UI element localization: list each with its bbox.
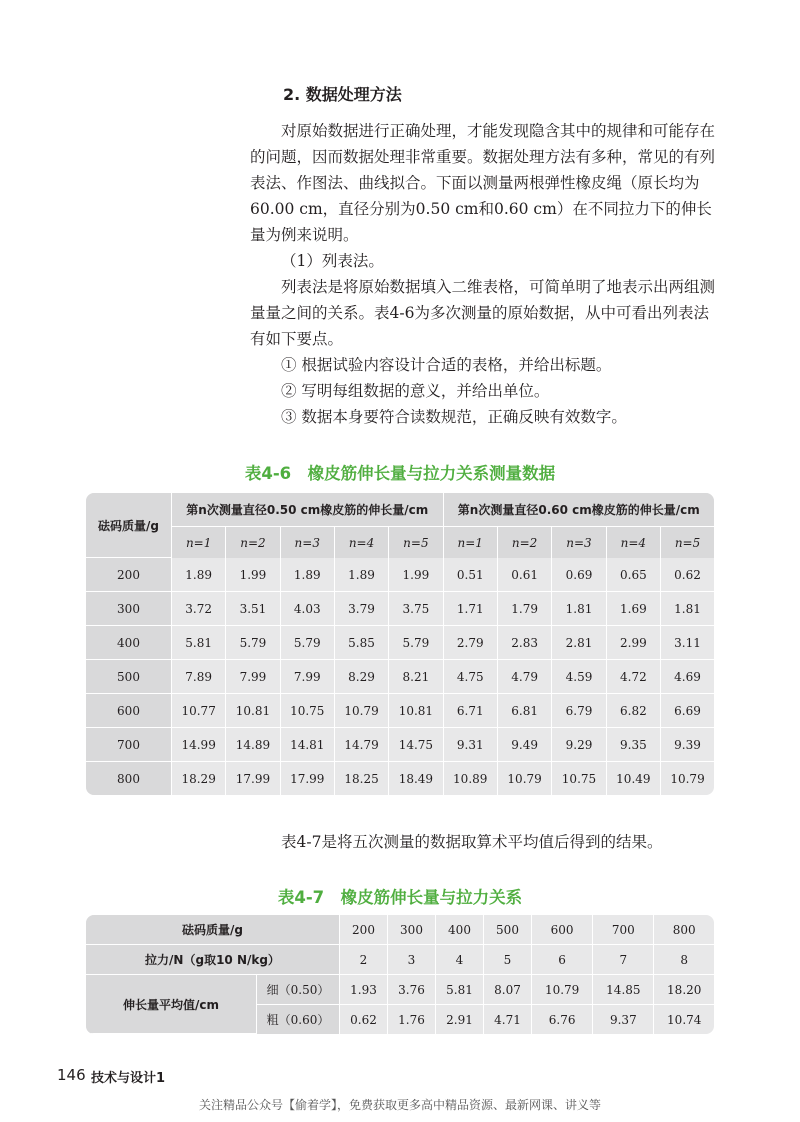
value-cell: 9.29 <box>552 728 606 762</box>
value-cell: 4.75 <box>444 660 498 694</box>
intro-paragraph: 对原始数据进行正确处理，才能发现隐含其中的规律和可能存在的问题，因而数据处理非常重要。数据处理方法有多种，常见的有列表法、作图法、曲线拟合。下面以测量两根弹性橡皮绳（原长均为60.00 cm，直径分别为0.50 cm和0.60 cm）在不同拉力下的伸长量为例来说明。 <box>250 122 716 244</box>
body-text <box>250 118 720 430</box>
thick-value-cell: 1.76 <box>388 1005 436 1034</box>
value-cell: 1.81 <box>552 592 606 626</box>
value-cell: 10.75 <box>281 694 335 728</box>
value-cell: 7.89 <box>172 660 226 694</box>
force-cell: 7 <box>593 945 654 975</box>
value-cell: 9.35 <box>607 728 661 762</box>
value-cell: 1.81 <box>661 592 714 626</box>
thin-value-cell: 8.07 <box>484 975 532 1005</box>
thin-value-cell: 18.20 <box>654 975 714 1005</box>
mass-cell: 400 <box>436 915 484 945</box>
value-cell: 3.11 <box>661 626 714 660</box>
value-cell: 4.03 <box>281 592 335 626</box>
value-cell: 0.61 <box>498 558 552 592</box>
sub-header: n=3 <box>552 527 606 558</box>
sub-header: n=4 <box>607 527 661 558</box>
mass-cell: 800 <box>86 762 172 795</box>
value-cell: 10.75 <box>552 762 606 795</box>
table-row <box>86 626 714 660</box>
sub-header: n=2 <box>226 527 280 558</box>
value-cell: 5.81 <box>172 626 226 660</box>
value-cell: 9.49 <box>498 728 552 762</box>
value-cell: 2.99 <box>607 626 661 660</box>
force-cell: 3 <box>388 945 436 975</box>
group1-header: 第n次测量直径0.50 cm橡皮筋的伸长量/cm <box>172 493 444 527</box>
value-cell: 18.29 <box>172 762 226 795</box>
value-cell: 2.79 <box>444 626 498 660</box>
value-cell: 1.69 <box>607 592 661 626</box>
table-row <box>86 592 714 626</box>
table47-caption: 表4-7 橡皮筋伸长量与拉力关系 <box>277 888 523 907</box>
table-row <box>86 728 714 762</box>
table-subheader-row <box>86 527 714 558</box>
sub-header: n=4 <box>335 527 389 558</box>
value-cell: 6.81 <box>498 694 552 728</box>
mass-cell: 300 <box>388 915 436 945</box>
thin-value-cell: 14.85 <box>593 975 654 1005</box>
value-cell: 10.81 <box>389 694 443 728</box>
value-cell: 0.65 <box>607 558 661 592</box>
thin-value-cell: 10.79 <box>532 975 593 1005</box>
value-cell: 7.99 <box>226 660 280 694</box>
thick-value-cell: 9.37 <box>593 1005 654 1034</box>
sub-header: n=2 <box>498 527 552 558</box>
value-cell: 0.69 <box>552 558 606 592</box>
value-cell: 6.71 <box>444 694 498 728</box>
value-cell: 14.99 <box>172 728 226 762</box>
value-cell: 14.89 <box>226 728 280 762</box>
value-cell: 7.99 <box>281 660 335 694</box>
mass-label: 砝码质量/g <box>86 915 340 945</box>
value-cell: 4.79 <box>498 660 552 694</box>
mass-cell: 700 <box>593 915 654 945</box>
thick-value-cell: 6.76 <box>532 1005 593 1034</box>
value-cell: 8.21 <box>389 660 443 694</box>
mass-cell: 300 <box>86 592 172 626</box>
mass-cell: 600 <box>532 915 593 945</box>
thin-value-cell: 5.81 <box>436 975 484 1005</box>
value-cell: 4.72 <box>607 660 661 694</box>
value-cell: 5.85 <box>335 626 389 660</box>
mass-cell: 700 <box>86 728 172 762</box>
table-4-7 <box>86 915 714 1034</box>
value-cell: 6.82 <box>607 694 661 728</box>
watermark: 关注精品公众号【偷着学】，免费获取更多高中精品资源、最新网课、讲义等 <box>198 1098 601 1112</box>
mass-cell: 500 <box>484 915 532 945</box>
value-cell: 18.25 <box>335 762 389 795</box>
point-3: ③ 数据本身要符合读数规范，正确反映有效数字。 <box>281 408 627 426</box>
value-cell: 17.99 <box>281 762 335 795</box>
value-cell: 4.69 <box>661 660 714 694</box>
value-cell: 10.89 <box>444 762 498 795</box>
page-number: 146 <box>57 1066 86 1084</box>
value-cell: 0.62 <box>661 558 714 592</box>
mass-cell: 600 <box>86 694 172 728</box>
value-cell: 1.89 <box>172 558 226 592</box>
table-header-row <box>86 493 714 527</box>
thick-value-cell: 4.71 <box>484 1005 532 1034</box>
value-cell: 1.99 <box>389 558 443 592</box>
mass-cell: 400 <box>86 626 172 660</box>
sub-header: n=5 <box>389 527 443 558</box>
after-table-text: 表4-7是将五次测量的数据取算术平均值后得到的结果。 <box>281 833 663 851</box>
sub-header: n=5 <box>661 527 714 558</box>
thick-value-cell: 10.74 <box>667 1012 702 1027</box>
mass-cell: 800 <box>654 915 714 945</box>
value-cell: 5.79 <box>389 626 443 660</box>
thin-value-cell: 3.76 <box>388 975 436 1005</box>
table-row <box>86 762 714 795</box>
value-cell: 2.83 <box>498 626 552 660</box>
value-cell: 9.39 <box>661 728 714 762</box>
table-row <box>86 694 714 728</box>
thick-label: 粗（0.60） <box>257 1005 340 1034</box>
value-cell: 5.79 <box>281 626 335 660</box>
thin-row <box>86 975 714 1005</box>
value-cell: 17.99 <box>226 762 280 795</box>
value-cell: 2.81 <box>552 626 606 660</box>
sub-header: n=1 <box>444 527 498 558</box>
table-row <box>86 660 714 694</box>
sub-header: n=3 <box>281 527 335 558</box>
value-cell: 10.79 <box>498 762 552 795</box>
value-cell: 3.72 <box>172 592 226 626</box>
value-cell: 3.51 <box>226 592 280 626</box>
value-cell: 8.29 <box>335 660 389 694</box>
value-cell: 1.89 <box>281 558 335 592</box>
force-row <box>86 945 714 975</box>
force-label: 拉力/N（g取10 N/kg） <box>86 945 340 975</box>
value-cell: 0.51 <box>444 558 498 592</box>
sub-header: n=1 <box>172 527 226 558</box>
book-title: 技术与设计1 <box>91 1071 166 1086</box>
value-cell: 5.79 <box>226 626 280 660</box>
value-cell: 14.75 <box>389 728 443 762</box>
method-paragraph: 列表法是将原始数据填入二维表格，可简单明了地表示出两组测量量之间的关系。表4-6为多次测量的原始数据，从中可看出列表法有如下要点。 <box>250 278 716 348</box>
value-cell: 1.99 <box>226 558 280 592</box>
mass-cell: 200 <box>340 915 388 945</box>
mass-header: 砝码质量/g <box>86 493 172 558</box>
value-cell: 10.79 <box>335 694 389 728</box>
value-cell: 9.31 <box>444 728 498 762</box>
mass-cell: 200 <box>86 558 172 592</box>
value-cell: 6.79 <box>552 694 606 728</box>
point-2: ② 写明每组数据的意义，并给出单位。 <box>281 382 550 400</box>
table46-caption: 表4-6 橡皮筋伸长量与拉力关系测量数据 <box>244 464 556 483</box>
value-cell: 18.49 <box>389 762 443 795</box>
value-cell: 14.79 <box>335 728 389 762</box>
value-cell: 4.59 <box>552 660 606 694</box>
force-cell: 2 <box>340 945 388 975</box>
table-4-6 <box>86 493 714 795</box>
table-row <box>86 558 714 592</box>
section-title: 2. 数据处理方法 <box>283 85 402 104</box>
method-heading: （1）列表法。 <box>281 252 384 270</box>
value-cell: 10.77 <box>172 694 226 728</box>
table46-body <box>86 558 714 795</box>
force-cell: 8 <box>654 945 714 975</box>
value-cell: 10.81 <box>226 694 280 728</box>
mass-cell: 500 <box>86 660 172 694</box>
thick-value-cell: 2.91 <box>436 1005 484 1034</box>
force-cell: 6 <box>532 945 593 975</box>
force-cell: 5 <box>484 945 532 975</box>
elongation-label: 伸长量平均值/cm <box>86 975 257 1034</box>
value-cell: 10.79 <box>670 771 705 786</box>
value-cell: 1.89 <box>335 558 389 592</box>
value-cell: 3.79 <box>335 592 389 626</box>
force-cell: 4 <box>436 945 484 975</box>
value-cell: 14.81 <box>281 728 335 762</box>
thin-value-cell: 1.93 <box>340 975 388 1005</box>
point-1: ① 根据试验内容设计合适的表格，并给出标题。 <box>281 356 612 374</box>
group2-header: 第n次测量直径0.60 cm橡皮筋的伸长量/cm <box>444 493 714 527</box>
value-cell: 3.75 <box>389 592 443 626</box>
value-cell: 10.49 <box>607 762 661 795</box>
value-cell: 6.69 <box>661 694 714 728</box>
thick-value-cell: 0.62 <box>340 1005 388 1034</box>
value-cell: 1.71 <box>444 592 498 626</box>
mass-row <box>86 915 714 945</box>
thin-label: 细（0.50） <box>257 975 340 1005</box>
value-cell: 1.79 <box>498 592 552 626</box>
